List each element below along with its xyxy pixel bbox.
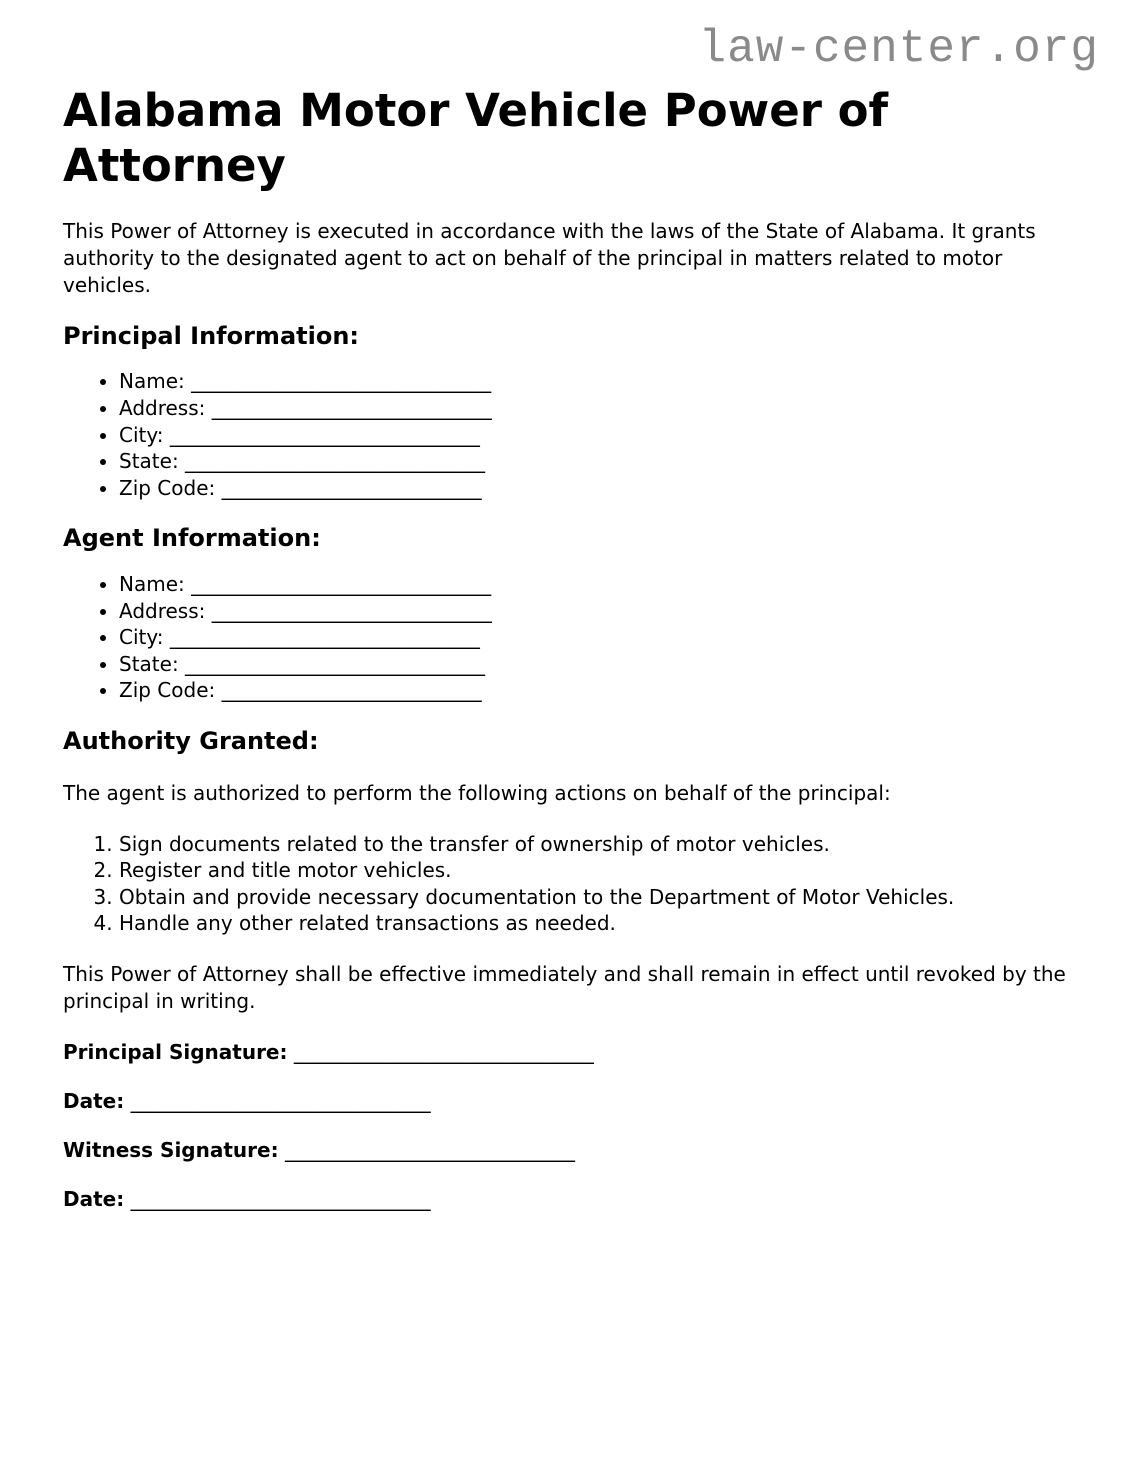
field-label: City: (119, 422, 164, 447)
principal-signature-label: Principal Signature: (63, 1039, 288, 1064)
agent-field-name (119, 571, 1070, 598)
authority-item (119, 857, 1070, 884)
principal-field-state (119, 448, 1070, 475)
authority-item-text: Obtain and provide necessary documentation to the Department of Motor Vehicles. (119, 884, 955, 909)
site-watermark: law-center.org (698, 23, 1099, 75)
field-label: Address: (119, 395, 206, 420)
authority-item-text: Sign documents related to the transfer of ownership of motor vehicles. (119, 831, 830, 856)
authority-item (119, 910, 1070, 937)
principal-date-label: Date: (63, 1088, 125, 1113)
effectiveness-paragraph: This Power of Attorney shall be effective immediately and shall remain in effect until revoked by the principal in writing. (63, 961, 1066, 1013)
principal-field-address (119, 395, 1070, 422)
authority-item (119, 831, 1070, 858)
fill-in-line: __________________________ (221, 678, 482, 703)
authority-intro-paragraph: The agent is authorized to perform the following actions on behalf of the principal: (63, 780, 891, 805)
field-label: City: (119, 625, 164, 650)
witness-date-row (63, 1186, 1070, 1213)
fill-in-line: ______________________________ (191, 571, 492, 596)
fill-in-line: _______________________________ (169, 625, 480, 650)
agent-section-heading: Agent Information: (63, 524, 321, 553)
agent-fields-list (63, 571, 1070, 704)
witness-date-label: Date: (63, 1186, 125, 1211)
signature-line: ______________________________ (293, 1039, 594, 1064)
field-label: State: (119, 449, 179, 474)
principal-fields-list (63, 368, 1070, 501)
agent-field-city (119, 624, 1070, 651)
principal-signature-row (63, 1039, 1070, 1066)
page-title: Alabama Motor Vehicle Power of Attorney (63, 84, 889, 192)
authority-item-text: Handle any other related transactions as needed. (119, 911, 616, 936)
witness-signature-row (63, 1137, 1070, 1164)
principal-field-name (119, 368, 1070, 395)
field-label: Name: (119, 571, 185, 596)
agent-field-state (119, 651, 1070, 678)
signature-line: _____________________________ (284, 1137, 575, 1162)
date-line: ______________________________ (130, 1186, 431, 1211)
date-line: ______________________________ (130, 1088, 431, 1113)
field-label: Zip Code: (119, 678, 216, 703)
field-label: Zip Code: (119, 475, 216, 500)
authority-actions-list (63, 831, 1070, 937)
fill-in-line: ____________________________ (211, 598, 492, 623)
authority-item-text: Register and title motor vehicles. (119, 858, 452, 883)
field-label: Name: (119, 369, 185, 394)
fill-in-line: ______________________________ (191, 369, 492, 394)
field-label: State: (119, 651, 179, 676)
principal-date-row (63, 1088, 1070, 1115)
fill-in-line: __________________________ (221, 475, 482, 500)
fill-in-line: ______________________________ (185, 651, 486, 676)
principal-section-heading: Principal Information: (63, 321, 360, 350)
authority-section-heading: Authority Granted: (63, 726, 319, 755)
principal-field-zip (119, 475, 1070, 502)
witness-signature-label: Witness Signature: (63, 1137, 279, 1162)
agent-field-zip (119, 677, 1070, 704)
agent-field-address (119, 598, 1070, 625)
authority-item (119, 884, 1070, 911)
intro-paragraph: This Power of Attorney is executed in accordance with the laws of the State of Alabama. It grants authority to the designated agent to act on behalf of the principal in matters related to motor vehicles. (63, 218, 1036, 297)
field-label: Address: (119, 598, 206, 623)
fill-in-line: ______________________________ (185, 449, 486, 474)
fill-in-line: _______________________________ (169, 422, 480, 447)
document-content (0, 84, 1133, 1213)
principal-field-city (119, 422, 1070, 449)
fill-in-line: ____________________________ (211, 395, 492, 420)
